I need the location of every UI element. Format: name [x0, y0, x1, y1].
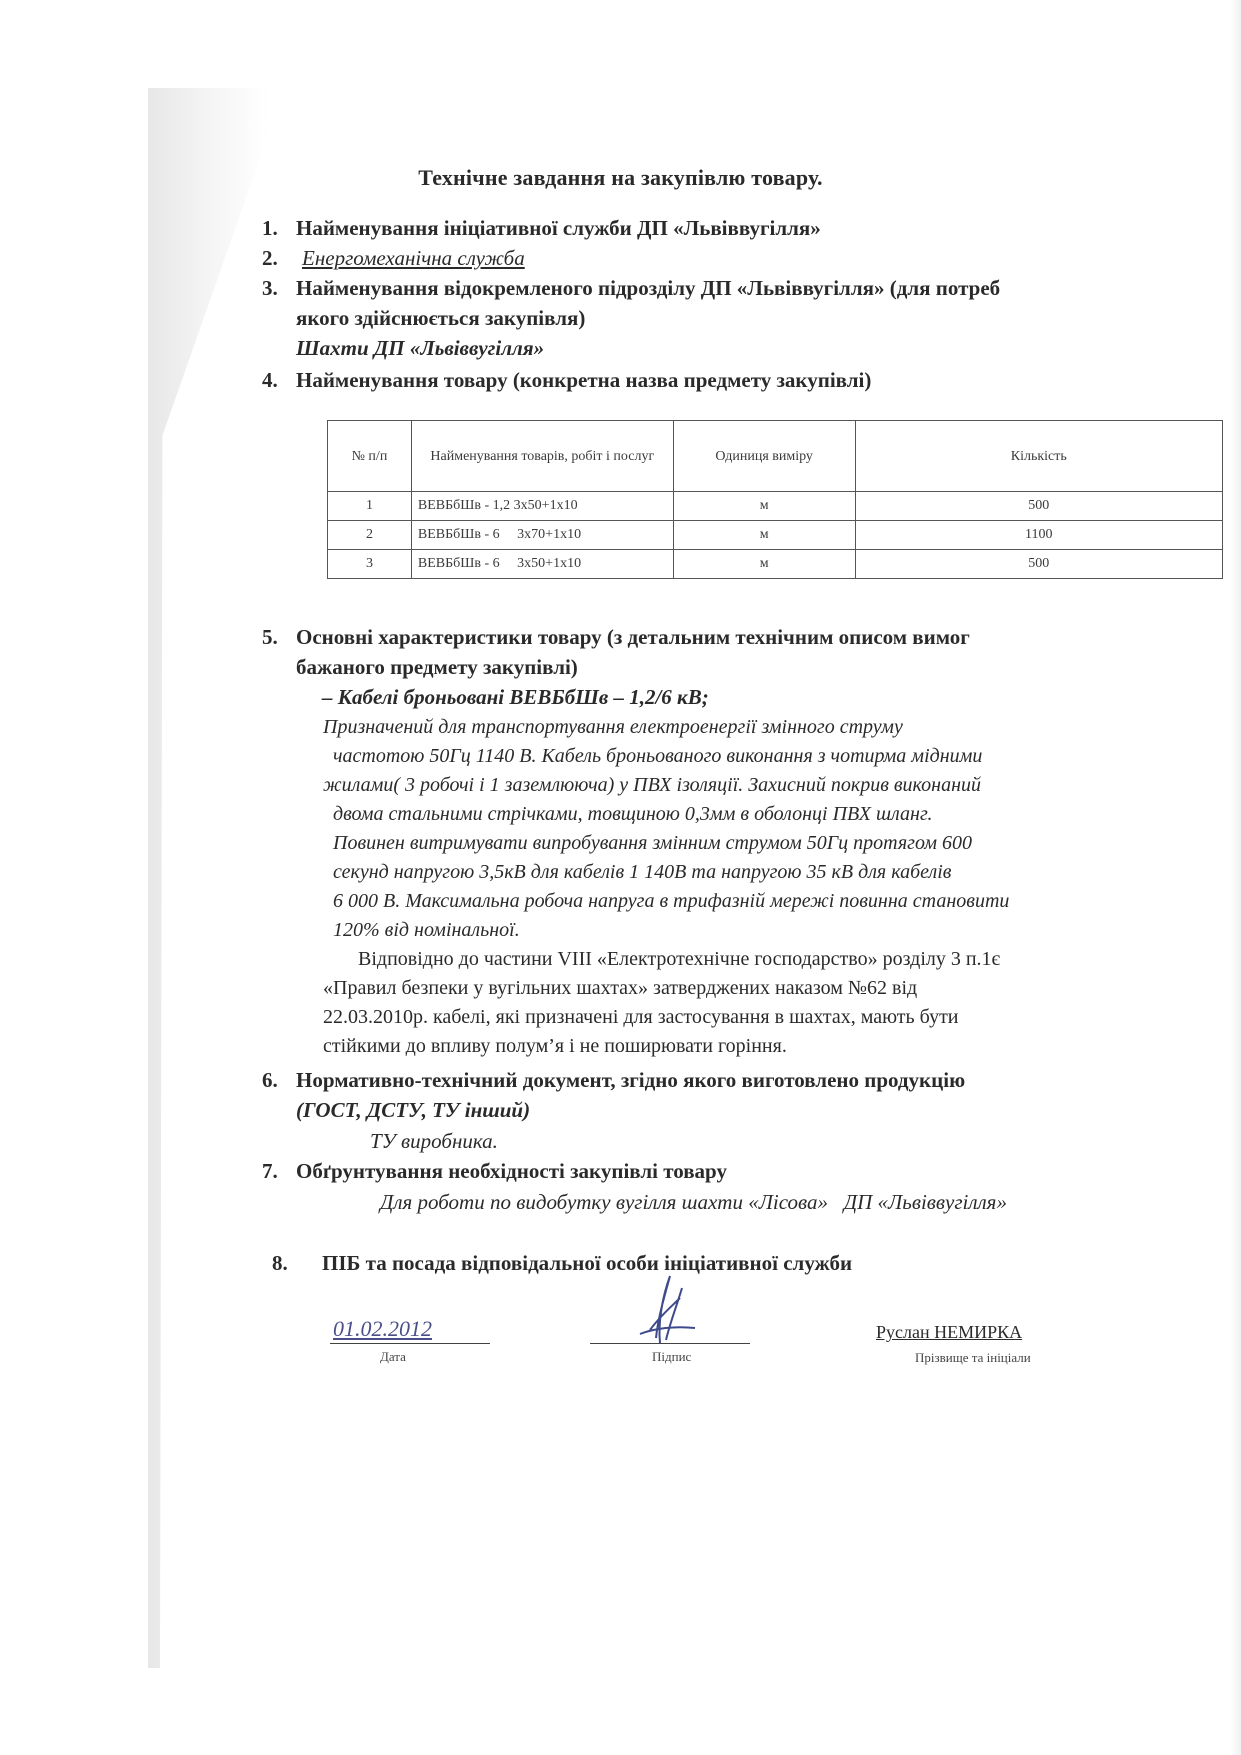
table-cell: м — [673, 492, 855, 521]
table-header-cell: Найменування товарів, робіт і послуг — [411, 421, 673, 492]
item-3 — [262, 273, 1001, 363]
item-6-line1: Нормативно-технічний документ, згідно якого виготовлено продукцію — [296, 1068, 966, 1092]
name-caption: Прізвище та ініціали — [915, 1350, 1031, 1365]
item-7 — [262, 1156, 727, 1186]
description-italic — [323, 713, 1223, 945]
description-line: Повинен витримувати випробування змінним струмом 50Гц протягом 600 — [333, 832, 972, 854]
table-header-cell: № п/п — [328, 421, 412, 492]
table-row — [328, 521, 1223, 550]
description-line: 120% від номінальної. — [333, 919, 520, 941]
item-2-number: 2. — [262, 246, 278, 270]
signature-line — [590, 1343, 750, 1344]
regulation-line: Відповідно до частини VIII «Електротехнічне господарство» розділу 3 п.1є — [358, 948, 1001, 970]
table-cell: ВЕВБбШв - 6 3х70+1х10 — [411, 521, 673, 550]
item-5-line1: Основні характеристики товару (з детальним технічним описом вимог — [296, 625, 970, 649]
table-row — [328, 492, 1223, 521]
date-handwritten: 01.02.2012 — [333, 1316, 432, 1341]
item-6 — [262, 1065, 966, 1125]
date-line — [330, 1343, 490, 1344]
item-5-bullet: – Кабелі броньовані ВЕВБбШв – 1,2/6 кВ; — [322, 685, 709, 709]
table-cell: ВЕВБбШв - 1,2 3х50+1х10 — [411, 492, 673, 521]
item-1-number: 1. — [262, 216, 278, 240]
date-caption: Дата — [380, 1349, 406, 1364]
item-3-value: Шахти ДП «Львіввугілля» — [296, 336, 545, 360]
table-cell: 1100 — [855, 521, 1222, 550]
item-3-line2: якого здійснюється закупівля) — [296, 306, 586, 330]
item-7-text: Обґрунтування необхідності закупівлі товару — [296, 1159, 727, 1183]
item-4 — [262, 365, 872, 395]
description-line: секунд напругою 3,5кВ для кабелів 1 140В та напругою 35 кВ для кабелів — [333, 861, 952, 883]
description-regulation — [323, 945, 1223, 1061]
item-8-text: ПІБ та посада відповідальної особи ініціативної служби — [322, 1251, 853, 1275]
item-2-text: Енергомеханічна служба — [302, 246, 525, 270]
table-header-cell: Кількість — [855, 421, 1222, 492]
regulation-line: стійкими до впливу полум’я і не поширювати горіння. — [323, 1035, 787, 1057]
item-6-number: 6. — [262, 1068, 278, 1092]
item-1-text: Найменування ініціативної служби ДП «Львіввугілля» — [296, 216, 821, 240]
table-cell: ВЕВБбШв - 6 3х50+1х10 — [411, 550, 673, 579]
description-line: частотою 50Гц 1140 В. Кабель броньованого виконання з чотирма мідними — [333, 745, 983, 767]
table-header-cell: Одиниця виміру — [673, 421, 855, 492]
table-cell: м — [673, 550, 855, 579]
item-5-number: 5. — [262, 625, 278, 649]
table-cell: м — [673, 521, 855, 550]
item-5-line2: бажаного предмету закупівлі) — [296, 655, 578, 679]
item-7-number: 7. — [262, 1159, 278, 1183]
description-line: 6 000 В. Максимальна робоча напруга в трифазній мережі повинна становити — [333, 890, 1010, 912]
item-6-value: ТУ виробника. — [370, 1129, 498, 1153]
description-line: Призначений для транспортування електроенергії змінного струму — [323, 716, 903, 738]
regulation-line: «Правил безпеки у вугільних шахтах» затверджених наказом №62 від — [323, 977, 918, 999]
table-cell: 500 — [855, 550, 1222, 579]
description-line: двома стальними стрічками, товщиною 0,3мм в оболонці ПВХ шланг. — [333, 803, 933, 825]
item-3-number: 3. — [262, 276, 278, 300]
table-cell: 3 — [328, 550, 412, 579]
item-1 — [262, 213, 821, 243]
item-8 — [272, 1248, 853, 1278]
description-line: жилами( 3 робочі і 1 заземлююча) у ПВХ ізоляції. Захисний покрив виконаний — [323, 774, 981, 796]
item-4-number: 4. — [262, 368, 278, 392]
table-cell: 1 — [328, 492, 412, 521]
signature-caption: Підпис — [652, 1349, 692, 1364]
table-row — [328, 550, 1223, 579]
table-cell: 2 — [328, 521, 412, 550]
signature-mark — [620, 1268, 710, 1348]
item-5 — [262, 622, 970, 682]
table-cell: 500 — [855, 492, 1222, 521]
document-title: Технічне завдання на закупівлю товару. — [418, 165, 823, 190]
item-6-line2: (ГОСТ, ДСТУ, ТУ інший) — [296, 1098, 531, 1122]
goods-table — [327, 420, 1223, 579]
item-8-number: 8. — [272, 1251, 288, 1275]
responsible-name: Руслан НЕМИРКА — [876, 1322, 1023, 1342]
item-2 — [262, 243, 525, 273]
item-7-value: Для роботи по видобутку вугілля шахти «Лісова» ДП «Львіввугілля» — [380, 1190, 1007, 1214]
table-header-row — [328, 421, 1223, 492]
item-4-text: Найменування товару (конкретна назва предмету закупівлі) — [296, 368, 872, 392]
regulation-line: 22.03.2010р. кабелі, які призначені для застосування в шахтах, мають бути — [323, 1006, 959, 1028]
item-3-line1: Найменування відокремленого підрозділу ДП «Львіввугілля» (для потреб — [296, 276, 1001, 300]
